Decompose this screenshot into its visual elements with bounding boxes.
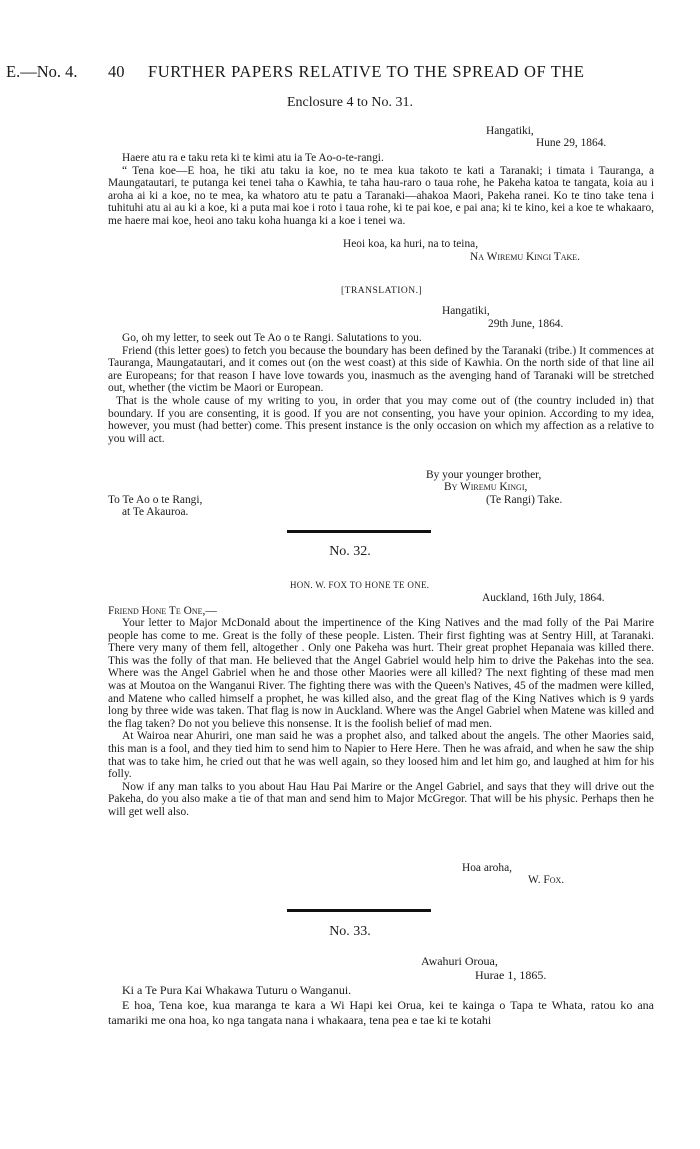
paragraph: Your letter to Major McDonald about the impertinence of the King Natives and the mad folly of the Pai Marire people has come to me. Great is the folly of these people. Listen. Their first fighting was at Sentry Hill, at Taranaki. There very many of them fell, altogether . Only one Pakeha was hurt. Their great prophet Hepanaia was killed there. This was the folly of that man. He believed that the Angel Gabriel would help him to drive the Pakehas into the sea. Where was the Angel Gabriel when he and those other Maories were all killed? The next fighting of these mad men was at Moutoa on the Wanganui River. The fighting there was with the Queen's Natives, 45 of the madmen were killed, and Matene who called himself a prophet, he was killed also, and the great flag of the King Natives which is 9 yards long by three wide was taken. That flag is now in Auckland. Where was the Angel Gabriel when Matene was killed and the flag taken? Do not you believe this nonsense. It is the foolish belief of mad men. <box>108 617 654 730</box>
no32-salutation: Friend Hone Te One,— <box>108 605 217 617</box>
enclosure-heading: Enclosure 4 to No. 31. <box>287 95 413 110</box>
enclosure-place: Hangatiki, <box>486 125 534 137</box>
translation-label: [TRANSLATION.] <box>341 286 423 296</box>
no33-heading: No. 33. <box>329 924 371 939</box>
translation-closing: By your younger brother, <box>426 469 542 481</box>
section-rule <box>287 530 431 533</box>
paper-reference: E.—No. 4. <box>6 62 78 81</box>
translation-signature: By Wiremu Kingi, <box>444 481 528 493</box>
no32-heading: No. 32. <box>329 544 371 559</box>
paragraph: Now if any man talks to you about Hau Hau Pai Marire or the Angel Gabriel, and says that they will drive out the Pakeha, do you also make a tie of that man and send him to Major McGregor. That will be his physic. Perhaps then he will get well also. <box>108 780 654 818</box>
paragraph: Go, oh my letter, to seek out Te Ao o te Rangi. Salutations to you. <box>122 332 422 344</box>
running-title: FURTHER PAPERS RELATIVE TO THE SPREAD OF THE <box>148 62 585 81</box>
no33-text <box>108 983 654 1028</box>
no32-closing: Hoa aroha, <box>462 862 512 874</box>
paragraph: Haere atu ra e taku reta ki te kimi atu ia Te Ao-o-te-rangi. <box>122 152 384 164</box>
paragraph: At Wairoa near Ahuriri, one man said he was a prophet also, and talked about the angels. The other Maories said, this man is a fool, and they tied him to send him to Napier to Here Here. Then he was afraid, and when he saw the ship that was to take him, he cried out that he was well again, so they loosed him and let him go, and laughed at him for his folly. <box>108 730 654 781</box>
translation-date: 29th June, 1864. <box>488 318 564 330</box>
section-rule <box>287 909 431 912</box>
translation-signature-2: (Te Rangi) Take. <box>486 494 563 506</box>
paragraph: “ Tena koe—E hoa, he tiki atu taku ia koe, no te mea kua takoto te kati a Taranaki; i timata i Tauranga, a Maungatautari, te putanga kei tenei taha o Kawhia, te taha hau-raro o taua rohe, he Pakeha katoa te tangata, koia au i aroha ai ki a koe, no te mea, ka whatoro atu te patu a Taranaki—ahakoa Maori, Pakeha ranei. Ko te tino take tena i tuhituhi atu ai au ki a koe, ki a puta mai koe i roto i taua rohe, ki te pai koe, e pai ana; ki te kino, kei a koe te whakaaro, me haere mai koe, heoi ano taku koha huanga ki a koe i tenei wa. <box>108 164 654 227</box>
addressee-line1: To Te Ao o te Rangi, <box>108 494 203 506</box>
translation-text <box>108 332 654 445</box>
addressee-line2: at Te Akauroa. <box>122 506 189 518</box>
page-number: 40 <box>108 62 125 81</box>
paragraph: Ki a Te Pura Kai Whakawa Tuturu o Wanganui. <box>122 983 352 997</box>
no32-text <box>108 617 654 819</box>
paragraph: E hoa, Tena koe, kua maranga te kara a Wi Hapi kei Orua, kei te kainga o Tapa te Whata, ratou ko ana tamariki me ona hoa, ko nga tangata nana i whakaara, tena pea e tae ki te kotahi <box>108 998 654 1027</box>
no32-dateline: Auckland, 16th July, 1864. <box>482 592 605 604</box>
enclosure-closing: Heoi koa, ka huri, na to teina, <box>343 238 479 250</box>
enclosure-signature: Na Wiremu Kingi Take. <box>470 251 581 263</box>
paragraph: Friend (this letter goes) to fetch you because the boundary has been defined by the Taranaki (tribe.) It commences at Tauranga, Maungatautari, and it comes out (on the west coast) at this side of Kawhia. On the north side of that line ail are Europeans; for that reason I have love towards you, inasmuch as the avenging hand of Taranaki will be stretched out, whether (the victim be Maori or European. <box>108 344 654 395</box>
no33-date: Hurae 1, 1865. <box>475 968 547 982</box>
enclosure-text <box>108 152 654 228</box>
translation-place: Hangatiki, <box>442 305 490 317</box>
running-header <box>0 62 700 86</box>
no33-place: Awahuri Oroua, <box>421 954 498 968</box>
enclosure-date: Hune 29, 1864. <box>536 137 607 149</box>
paragraph: That is the whole cause of my writing to you, in order that you may come out of (the country included in) that boundary. If you are consenting, it is good. If you are not consenting, you have your opinion. According to my idea, however, you must (had better) come. This present instance is the only occasion on which my affection as a relative to you will act. <box>108 394 654 445</box>
no32-signature: W. Fox. <box>528 874 565 886</box>
no32-subheading: HON. W. FOX TO HONE TE ONE. <box>290 580 430 590</box>
